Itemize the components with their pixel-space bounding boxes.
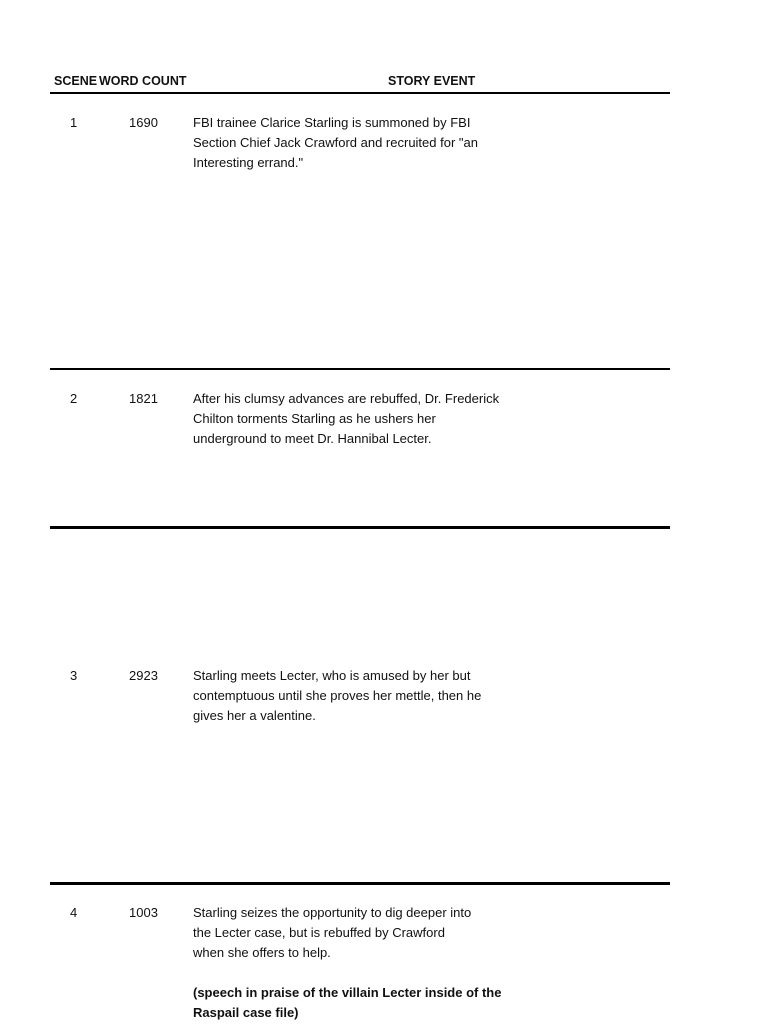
header-word-count: WORD COUNT bbox=[99, 74, 187, 88]
story-event-block bbox=[193, 903, 502, 1023]
row-divider bbox=[50, 526, 670, 529]
header-scene: SCENE bbox=[54, 74, 98, 88]
scene-number: 4 bbox=[70, 905, 78, 920]
row-divider bbox=[50, 368, 670, 370]
header-story-event: STORY EVENT bbox=[388, 74, 476, 88]
word-count: 1003 bbox=[129, 905, 158, 920]
row-divider bbox=[50, 882, 670, 885]
story-event: Starling seizes the opportunity to dig deeper into the Lecter case, but is rebuffed by Crawford when she offers to help. bbox=[193, 905, 472, 960]
story-event-note: (speech in praise of the villain Lecter inside of the Raspail case file) bbox=[193, 985, 502, 1020]
scene-number: 1 bbox=[70, 115, 78, 130]
story-event: FBI trainee Clarice Starling is summoned by FBI Section Chief Jack Crawford and recruited for "an Interesting errand." bbox=[193, 115, 478, 170]
header-divider bbox=[50, 92, 670, 94]
scene-number: 2 bbox=[70, 391, 78, 406]
table-header bbox=[50, 74, 670, 92]
word-count: 2923 bbox=[129, 668, 158, 683]
story-event: After his clumsy advances are rebuffed, Dr. Frederick Chilton torments Starling as he ushers her underground to meet Dr. Hannibal Lecter. bbox=[193, 391, 500, 446]
scene-number: 3 bbox=[70, 668, 78, 683]
story-event: Starling meets Lecter, who is amused by her but contemptuous until she proves her mettle, then he gives her a valentine. bbox=[193, 668, 482, 723]
word-count: 1821 bbox=[129, 391, 158, 406]
word-count: 1690 bbox=[129, 115, 158, 130]
